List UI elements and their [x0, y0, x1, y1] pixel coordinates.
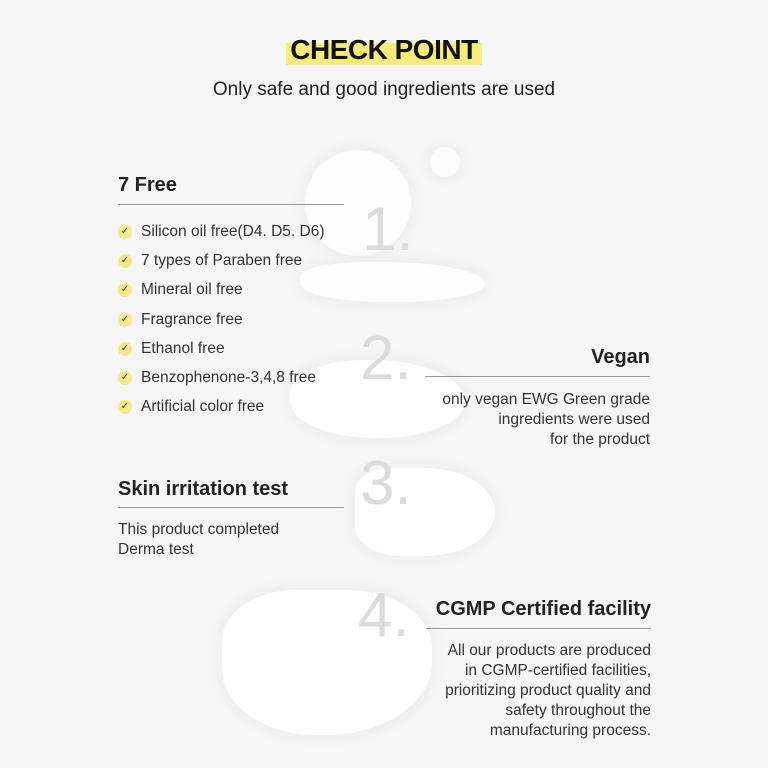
list-item: ✓ Ethanol free: [118, 334, 324, 363]
page-title: CHECK POINT: [290, 34, 478, 65]
skin-description: This product completed Derma test: [118, 521, 280, 558]
list-item: ✓ Fragrance free: [118, 305, 324, 334]
title-wrap: [0, 34, 768, 66]
check-icon: ✓: [118, 225, 132, 239]
free-list: [118, 217, 324, 422]
skin-section-title: Skin irritation test: [118, 478, 289, 500]
step-number-4: 4.: [358, 581, 410, 650]
list-item: ✓ Silicon oil free(D4. D5. D6): [118, 217, 324, 246]
cream-drop-small: [430, 147, 460, 177]
check-icon: ✓: [118, 400, 132, 414]
list-item: ✓ 7 types of Paraben free: [118, 246, 324, 275]
page-subtitle: Only safe and good ingredients are used: [212, 79, 556, 100]
vegan-section-title: Vegan: [591, 346, 650, 368]
step-number-3: 3.: [360, 449, 412, 518]
cgmp-section-title: CGMP Certified facility: [435, 598, 651, 620]
skin-section-rule: [118, 507, 344, 508]
check-icon: ✓: [118, 313, 132, 327]
step-number-2: 2.: [360, 324, 412, 393]
free-section-title: 7 Free: [118, 174, 177, 196]
free-section-rule: [118, 204, 344, 205]
vegan-section-rule: [425, 376, 650, 377]
list-item: ✓ Artificial color free: [118, 393, 324, 422]
vegan-description: only vegan EWG Green grade ingredients were used for the product: [442, 391, 650, 448]
cgmp-description: All our products are produced in CGMP-certified facilities, prioritizing product quality and safety throughout the manufacturing process.: [445, 642, 651, 739]
check-icon: ✓: [118, 342, 132, 356]
check-icon: ✓: [118, 283, 132, 297]
check-icon: ✓: [118, 371, 132, 385]
list-item: ✓ Benzophenone-3,4,8 free: [118, 363, 324, 392]
step-number-1: 1.: [362, 195, 414, 264]
cgmp-section-rule: [426, 628, 651, 629]
cream-smear-1: [300, 262, 485, 302]
list-item: ✓ Mineral oil free: [118, 276, 324, 305]
check-icon: ✓: [118, 254, 132, 268]
